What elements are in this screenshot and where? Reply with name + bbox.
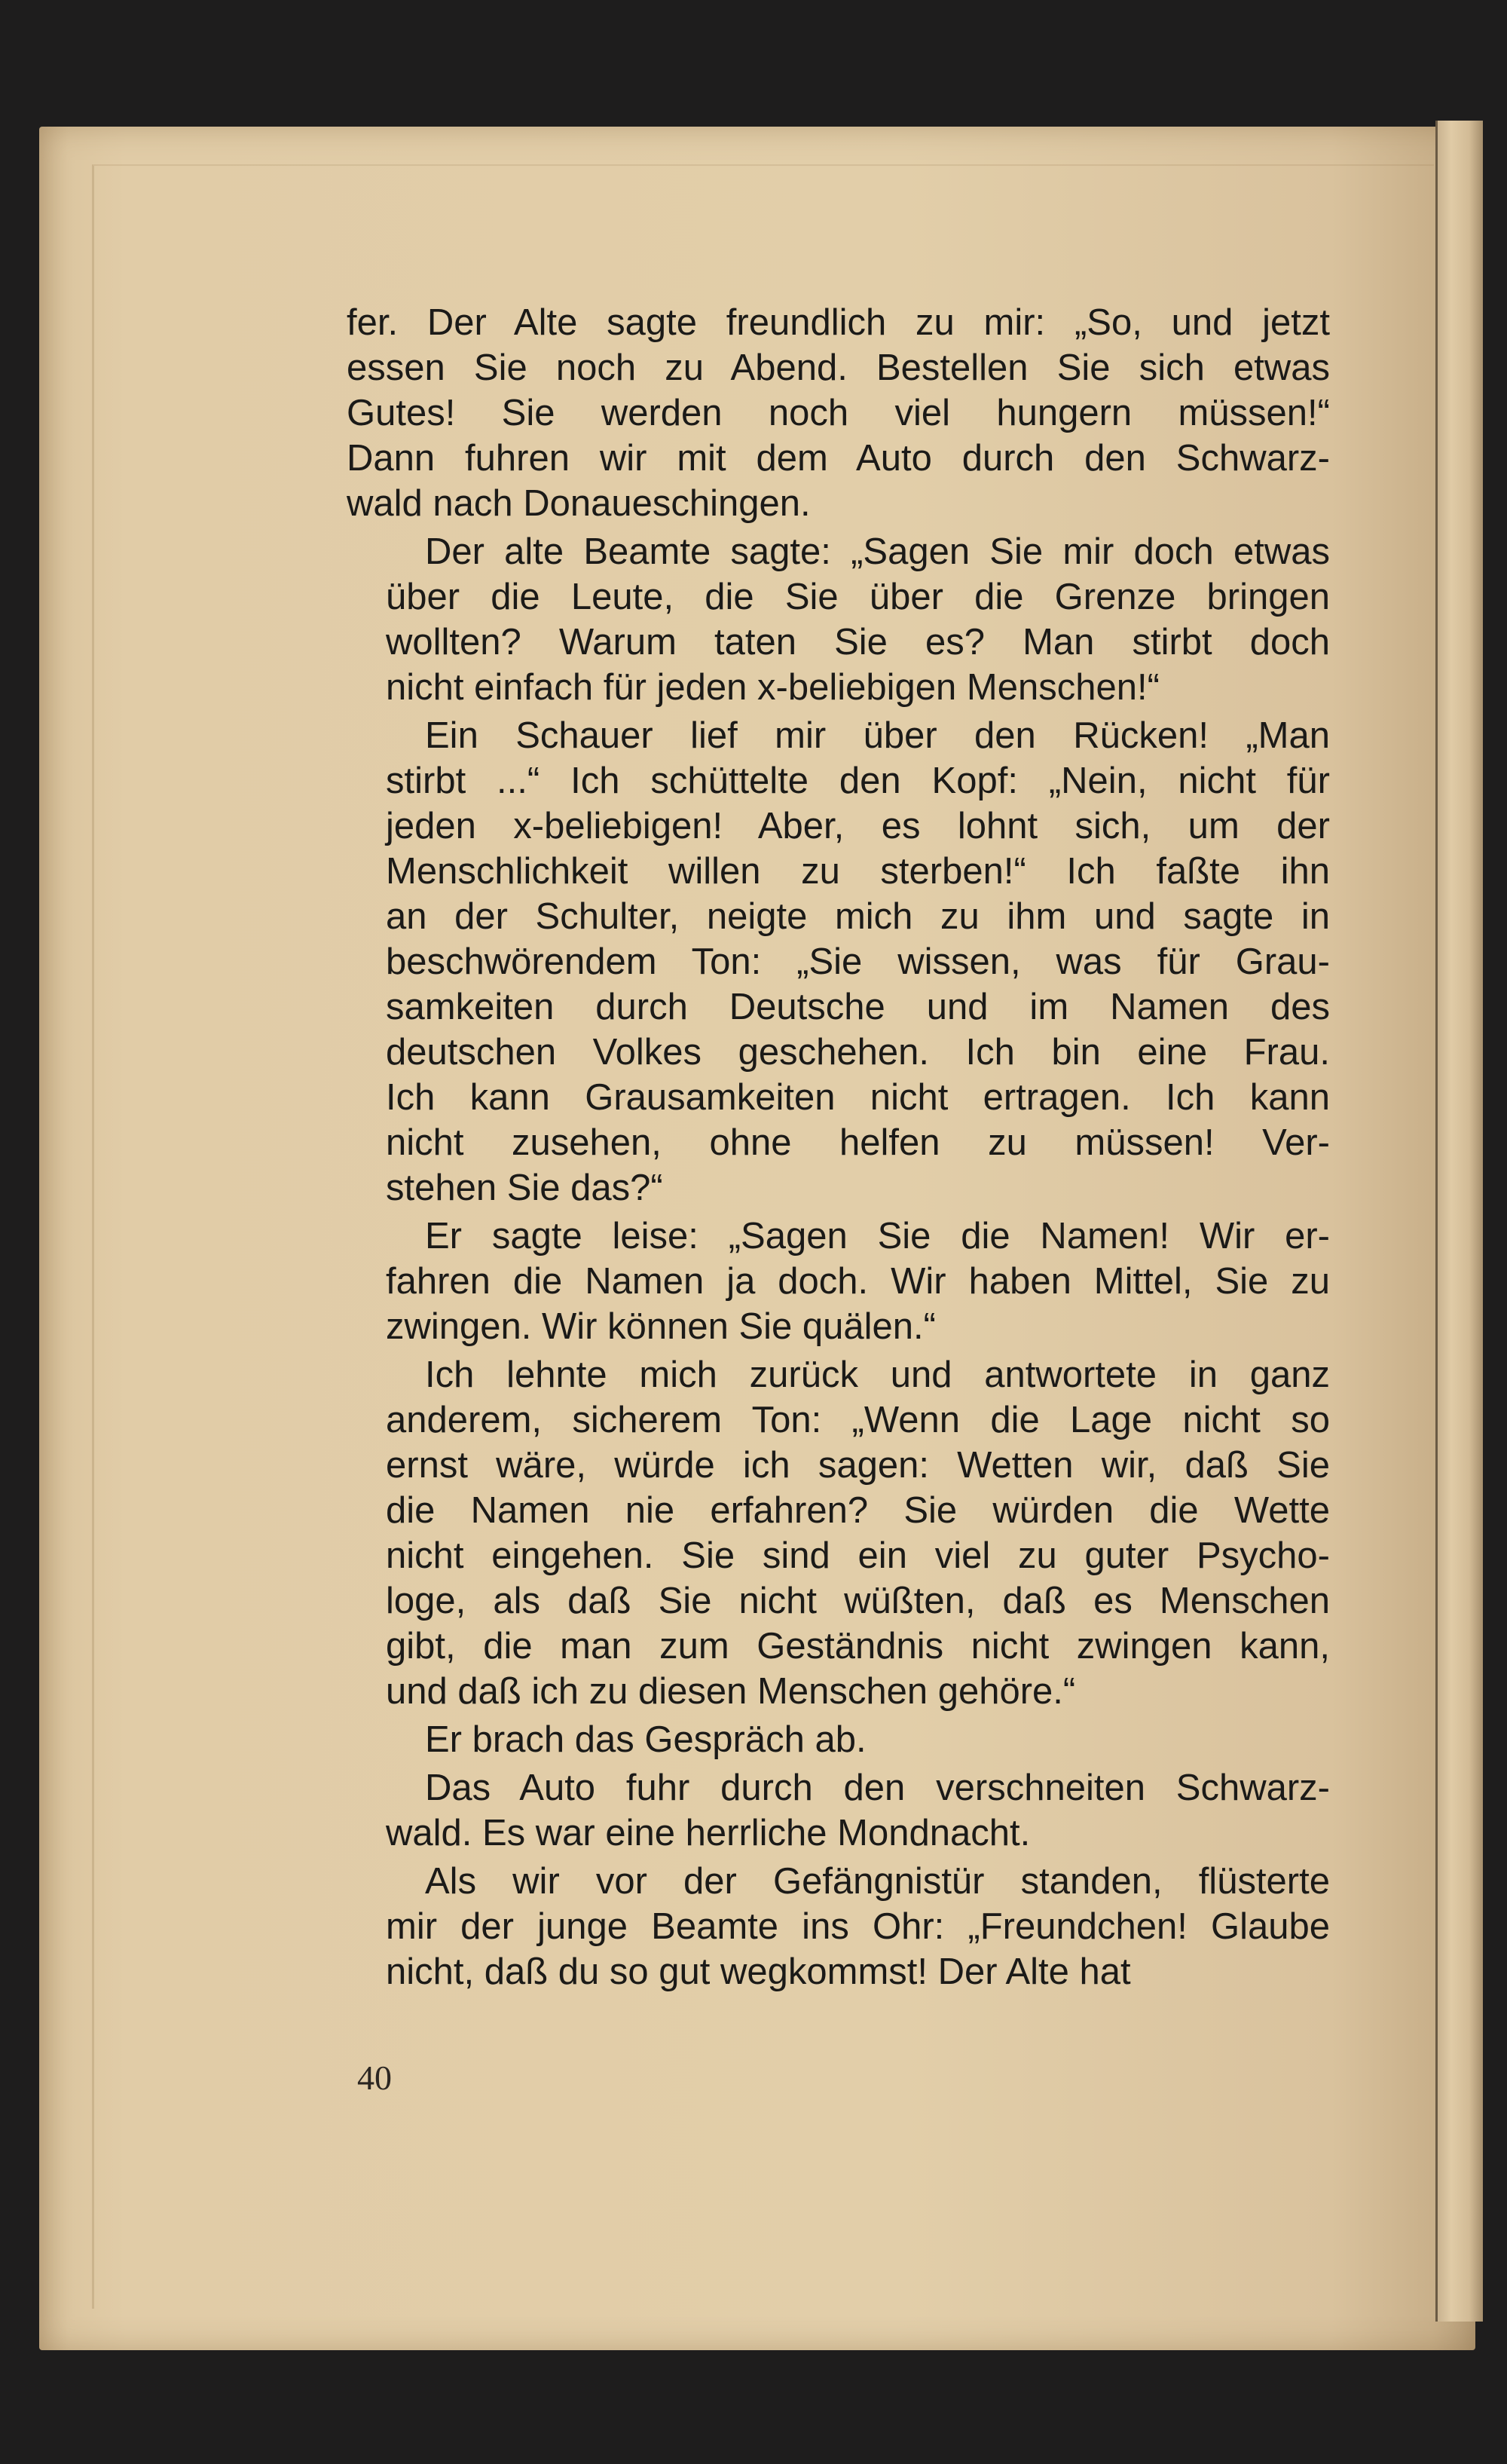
text-line: ernst wäre, würde ich sagen: Wetten wir, daß Sie [386,1445,1330,1486]
text-line: samkeiten durch Deutsche und im Namen des [386,987,1330,1027]
text-line: Dann fuhren wir mit dem Auto durch den Schwarz- [347,438,1330,479]
page-body-text [347,300,1330,1997]
text-line: über die Leute, die Sie über die Grenze bringen [386,577,1330,617]
paragraph [347,1765,1330,1856]
book-spine-edge [1435,121,1483,2322]
text-line: gibt, die man zum Geständnis nicht zwingen kann, [386,1626,1330,1667]
text-line: anderem, sicherem Ton: „Wenn die Lage nicht so [386,1400,1330,1440]
text-line: beschwörendem Ton: „Sie wissen, was für Grau- [386,941,1330,982]
text-line: nicht, daß du so gut wegkommst! Der Alte hat [386,1951,1131,1992]
text-line: Ein Schauer lief mir über den Rücken! „Man [425,715,1330,756]
text-line: und daß ich zu diesen Menschen gehöre.“ [386,1671,1076,1712]
text-line: stirbt ...“ Ich schüttelte den Kopf: „Nein, nicht für [386,761,1330,801]
text-line: zwingen. Wir können Sie quälen.“ [386,1306,936,1347]
text-line: loge, als daß Sie nicht wüßten, daß es Menschen [386,1581,1330,1621]
paragraph [347,1859,1330,1994]
text-line: Ich kann Grausamkeiten nicht ertragen. Ich kann [386,1077,1330,1118]
text-line: die Namen nie erfahren? Sie würden die Wette [386,1490,1330,1531]
paragraph [347,1717,1330,1762]
paragraph [347,300,1330,526]
text-line: Gutes! Sie werden noch viel hungern müssen!“ [347,393,1330,433]
text-line: an der Schulter, neigte mich zu ihm und sagte in [386,896,1330,937]
paragraph [347,1352,1330,1714]
text-line: deutschen Volkes geschehen. Ich bin eine Frau. [386,1032,1330,1073]
text-line: Er brach das Gespräch ab. [425,1719,867,1760]
text-line: Er sagte leise: „Sagen Sie die Namen! Wir er- [425,1216,1330,1256]
text-line: mir der junge Beamte ins Ohr: „Freundchen! Glaube [386,1906,1330,1947]
text-line: wald. Es war eine herrliche Mondnacht. [386,1813,1031,1853]
text-line: nicht eingehen. Sie sind ein viel zu guter Psycho- [386,1535,1330,1576]
text-line: nicht zusehen, ohne helfen zu müssen! Ver- [386,1122,1330,1163]
text-line: nicht einfach für jeden x-beliebigen Menschen!“ [386,667,1160,708]
paragraph [347,1214,1330,1349]
paragraph [347,713,1330,1211]
text-line: Das Auto fuhr durch den verschneiten Schwarz- [425,1768,1330,1808]
text-line: stehen Sie das?“ [386,1168,663,1208]
text-line: wald nach Donaueschingen. [347,483,811,524]
page-number: 40 [357,2058,392,2097]
text-line: fahren die Namen ja doch. Wir haben Mittel, Sie zu [386,1261,1330,1302]
text-line: fer. Der Alte sagte freundlich zu mir: „So, und jetzt [347,302,1330,343]
text-line: wollten? Warum taten Sie es? Man stirbt doch [386,622,1330,663]
text-line: Menschlichkeit willen zu sterben!“ Ich faßte ihn [386,851,1330,892]
text-line: essen Sie noch zu Abend. Bestellen Sie sich etwas [347,347,1330,388]
text-line: Als wir vor der Gefängnistür standen, flüsterte [425,1861,1330,1902]
text-line: Der alte Beamte sagte: „Sagen Sie mir doch etwas [425,531,1330,572]
text-line: jeden x-beliebigen! Aber, es lohnt sich, um der [386,806,1330,846]
paragraph [347,529,1330,710]
text-line: Ich lehnte mich zurück und antwortete in ganz [425,1354,1330,1395]
